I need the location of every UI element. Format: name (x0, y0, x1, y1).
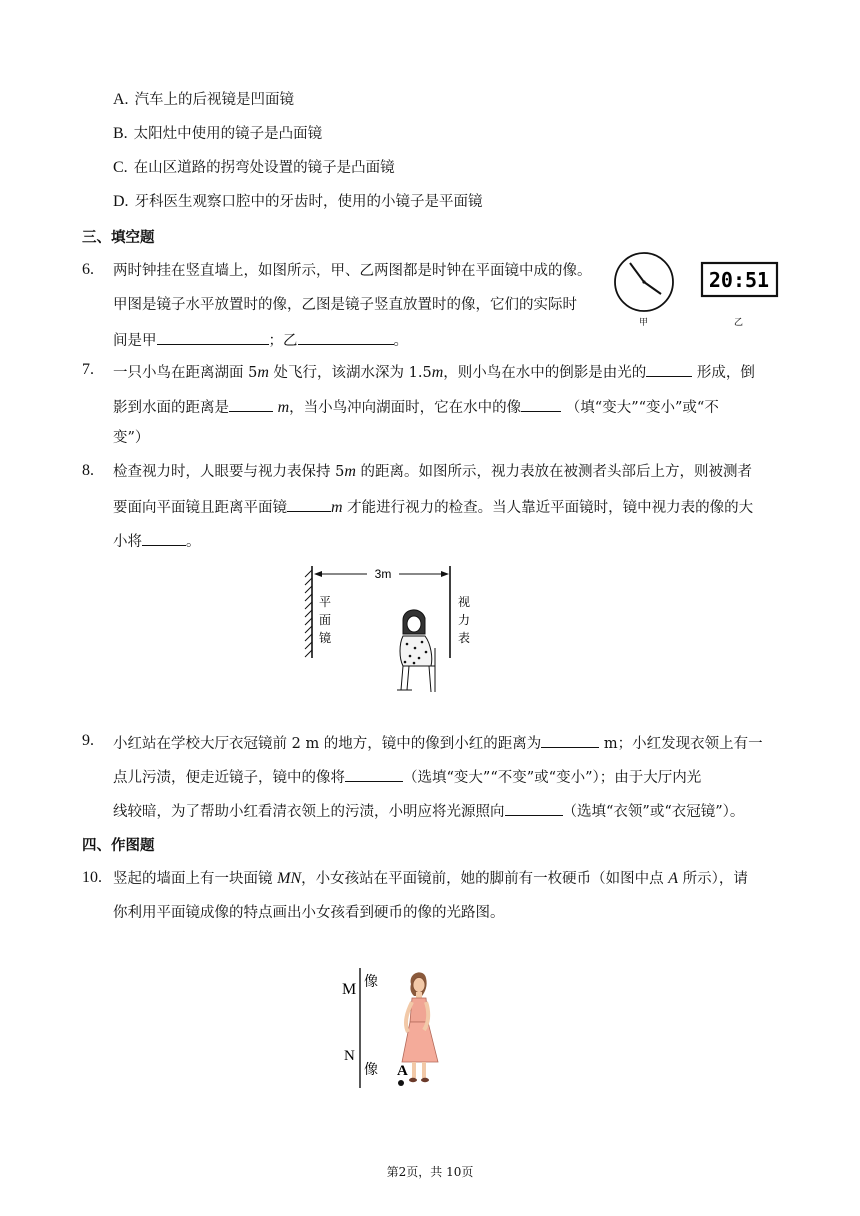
mirror-girl-figure (330, 962, 450, 1094)
chart-label (458, 595, 470, 645)
q7-blank2[interactable] (229, 396, 273, 412)
analog-clock (615, 253, 673, 311)
option-c: C. 在山区道路的拐弯处设置的镜子是凸面镜 (113, 159, 395, 176)
label-jia: 甲 (639, 318, 649, 328)
section-drawing: 四、作图题 (82, 838, 155, 854)
point-a-label: A (397, 1063, 408, 1079)
svg-text:镜: 镜 (319, 631, 332, 645)
mirror-label (319, 595, 331, 645)
seated-person-icon (397, 610, 435, 692)
q7-blank3[interactable] (521, 396, 561, 412)
option-d: D. 牙科医生观察口腔中的牙齿时，使用的小镜子是平面镜 (113, 193, 483, 210)
digital-clock-time: 20:51 (708, 268, 770, 292)
q8-number: 8. (82, 462, 94, 479)
q7-number: 7. (82, 361, 94, 378)
q9-blank2[interactable] (345, 766, 403, 782)
q9-number: 9. (82, 732, 94, 749)
option-a: A. 汽车上的后视镜是凹面镜 (113, 91, 295, 108)
vision-test-figure (295, 562, 485, 704)
q9-line2: 点儿污渍，便走近镜子，镜中的像将 （选填“变大”“不变”或“变小”）；由于大厅内光 (113, 766, 701, 788)
q10-line1: 竖起的墙面上有一块面镜 MN，小女孩站在平面镜前，她的脚前有一枚硬币（如图中点 A 所示），请 (113, 870, 748, 887)
section-fill-in: 三、填空题 (82, 230, 155, 246)
q7-line2: 影到水面的距离是 m，当小鸟冲向湖面时，它在水中的像 （填“变大”“变小”或“不 (113, 396, 719, 418)
q9-line1: 小红站在学校大厅衣冠镜前 2 m 的地方，镜中的像到小红的距离为 m；小红发现衣领上有一 (113, 732, 763, 754)
q8-line1: 检查视力时，人眼要与视力表保持 5m 的距离。如图所示，视力表放在被测者头部后上方，则被测者 (113, 463, 753, 480)
q6-blank-jia[interactable] (157, 329, 269, 345)
q8-blank1[interactable] (287, 496, 331, 512)
point-m-label: M (342, 981, 357, 998)
svg-text:面: 面 (319, 613, 332, 627)
q10-number: 10. (82, 869, 102, 886)
q6-line3: 间是甲 ；乙 。 (113, 329, 408, 351)
clock-figure (608, 246, 793, 332)
label-yi: 乙 (734, 318, 744, 328)
q9-blank3[interactable] (505, 800, 563, 816)
svg-text:视: 视 (458, 595, 471, 609)
q6-blank-yi[interactable] (298, 329, 394, 345)
q9-blank1[interactable] (541, 732, 599, 748)
q7-line3: 变”） (113, 430, 150, 446)
distance-label: 3m (374, 567, 392, 581)
coin-point-a (398, 1080, 404, 1086)
svg-text:力: 力 (458, 613, 471, 627)
q7-blank1[interactable] (646, 361, 692, 377)
svg-text:表: 表 (458, 631, 471, 645)
q8-line2: 要面向平面镜且距离平面镜 m 才能进行视力的检查。当人靠近平面镜时，镜中视力表的像的大 (113, 496, 753, 518)
plane-mirror (305, 566, 312, 658)
q10-line2: 你利用平面镜成像的特点画出小女孩看到硬币的像的光路图。 (113, 905, 505, 921)
point-n-label: N (344, 1048, 355, 1064)
image-label-top: 像 (364, 974, 378, 990)
q6-number: 6. (82, 261, 94, 278)
svg-text:平: 平 (319, 595, 332, 609)
q6-line2: 甲图是镜子水平放置时的像，乙图是镜子竖直放置时的像，它们的实际时 (113, 297, 577, 313)
q8-line3: 小将 。 (113, 530, 201, 552)
q6-line1: 两时钟挂在竖直墙上，如图所示，甲、乙两图都是时钟在平面镜中成的像。 (113, 263, 592, 279)
q7-line1: 一只小鸟在距离湖面 5m 处飞行，该湖水深为 1.5m，则小鸟在水中的倒影是由光的 形成，倒 (113, 361, 755, 383)
q8-blank2[interactable] (142, 530, 186, 546)
q9-line3: 线较暗，为了帮助小红看清衣领上的污渍，小明应将光源照向 （选填“衣领”或“衣冠镜”）。 (113, 800, 744, 822)
image-label-bottom: 像 (364, 1062, 378, 1078)
option-b: B. 太阳灶中使用的镜子是凸面镜 (113, 125, 323, 142)
page-footer: 第2页，共 10页 (386, 1165, 474, 1179)
